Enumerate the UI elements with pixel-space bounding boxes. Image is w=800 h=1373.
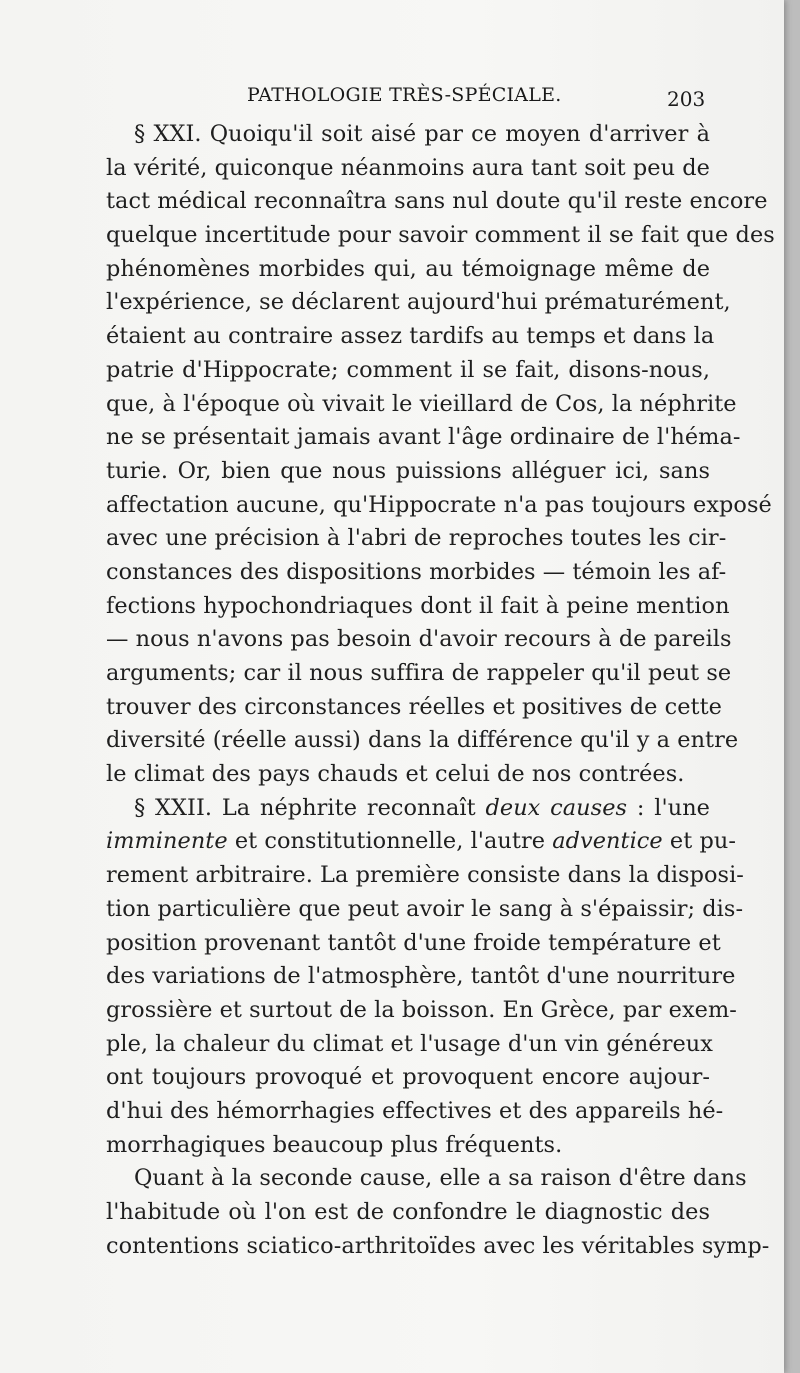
italic-run: adventice <box>552 828 663 855</box>
text-line: d'hui des hémorrhagies effectives et des appareils hé- <box>106 1097 724 1124</box>
text-line: phénomènes morbides qui, au témoignage même de <box>106 255 710 282</box>
text-line <box>106 792 710 826</box>
text-line: quelque incertitude pour savoir comment il se fait que des <box>106 222 775 249</box>
text-line: constances des dispositions morbides — témoin les af- <box>106 558 727 585</box>
text-line: ont toujours provoqué et provoquent encore aujour- <box>106 1064 710 1091</box>
text-line: la vérité, quiconque néanmoins aura tant soit peu de <box>106 154 710 181</box>
italic-run: deux causes <box>485 794 628 821</box>
text-line: — nous n'avons pas besoin d'avoir recours à de pareils <box>106 626 732 653</box>
text-line: arguments; car il nous suffira de rappeler qu'il peut se <box>106 660 732 686</box>
text-line: ple, la chaleur du climat et l'usage d'un vin généreux <box>106 1030 713 1057</box>
text-line: morrhagiques beaucoup plus fréquents. <box>106 1131 563 1158</box>
italic-run: imminente <box>106 828 228 855</box>
page-number: 203 <box>667 87 706 111</box>
text-line: rement arbitraire. La première consiste dans la disposi- <box>106 862 744 889</box>
running-title: PATHOLOGIE TRÈS-SPÉCIALE. <box>247 84 562 106</box>
text-line: turie. Or, bien que nous puissions alléguer ici, sans <box>106 457 710 484</box>
text-line: tion particulière que peut avoir le sang à s'épaissir; dis- <box>106 895 744 922</box>
text-run: : l'une <box>627 794 710 821</box>
body-text <box>106 118 775 1263</box>
text-line: grossière et surtout de la boisson. En Grèce, par exem- <box>106 996 737 1023</box>
text-run: et constitutionnelle, l'autre <box>227 828 553 855</box>
text-line: des variations de l'atmosphère, tantôt d'une nourriture <box>106 963 736 990</box>
text-line: fections hypochondriaques dont il fait à peine mention <box>106 592 730 619</box>
text-run: et pu- <box>662 828 736 855</box>
text-line: que, à l'époque où vivait le vieillard de Cos, la néphrite <box>106 390 737 417</box>
text-line: patrie d'Hippocrate; comment il se fait, disons-nous, <box>106 356 710 383</box>
text-line: contentions sciatico-arthritoïdes avec les véritables symp- <box>106 1232 770 1259</box>
text-line: avec une précision à l'abri de reproches toutes les cir- <box>106 525 727 552</box>
text-line: étaient au contraire assez tardifs au temps et dans la <box>106 323 715 350</box>
text-line: position provenant tantôt d'une froide température et <box>106 929 721 956</box>
text-line: diversité (réelle aussi) dans la différence qu'il y a entre <box>106 727 739 754</box>
text-line: tact médical reconnaîtra sans nul doute qu'il reste encore <box>106 188 768 215</box>
text-line: trouver des circonstances réelles et positives de cette <box>106 693 722 720</box>
text-line <box>106 825 736 859</box>
text-line: Quant à la seconde cause, elle a sa raison d'être dans <box>134 1165 747 1192</box>
text-line: l'habitude où l'on est de confondre le diagnostic des <box>106 1199 710 1225</box>
text-line: l'expérience, se déclarent aujourd'hui prématurément, <box>106 289 731 316</box>
text-run: § XXII. La néphrite reconnaît <box>134 794 486 821</box>
text-line: affectation aucune, qu'Hippocrate n'a pas toujours exposé <box>106 491 772 518</box>
text-line: le climat des pays chauds et celui de nos contrées. <box>106 761 685 788</box>
text-line: § XXI. Quoiqu'il soit aisé par ce moyen d'arriver à <box>134 121 710 147</box>
text-line: ne se présentait jamais avant l'âge ordinaire de l'héma- <box>106 424 741 451</box>
